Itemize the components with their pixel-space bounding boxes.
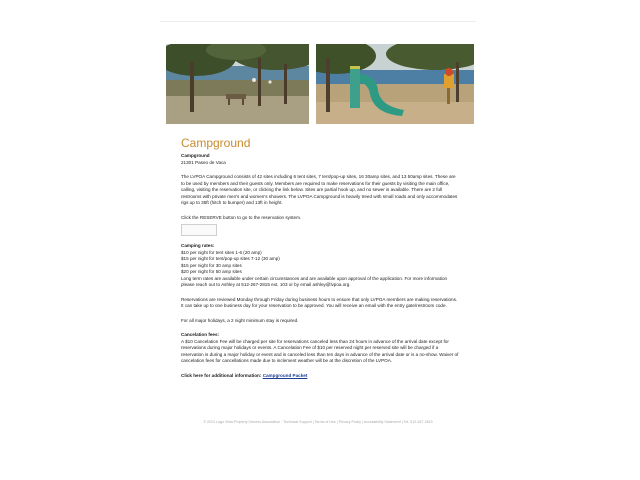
campground-description: The LVPOA Campground consists of 42 sites including 6 tent sites, 7 tent/pop-up sites, 16 30amp sites, and 13 50amp sites. These are to be used by members and their guests only. Members are required to make reservations for their guests by visiting the main office, calling, visiting the reservation site, or clicking the link below. Sites are partial hook up, and no sewer is available. There are 2 full restrooms with private men's and women's showers. The LVPOA Campground is heavily treed with small roads and only accommodates rigs up to 35ft (hitch to bumper) and 13ft in height. xyxy=(181,174,458,205)
rates-heading: Camping rates: xyxy=(181,243,215,248)
long-term-note: Long term rates are available under certain circumstances and are available upon approval of the application. For more information please reach out to Ashley at 512-267-2815 ext. 103 or by email ashley@lvpoa.org. xyxy=(181,275,448,287)
photo-gallery xyxy=(166,44,474,124)
cancellation-heading: Cancelation fees: xyxy=(181,332,220,337)
playground-photo xyxy=(316,44,474,124)
rate-item: $15 per night for 30 amp sites xyxy=(181,262,242,268)
holiday-note: For all major holidays, a 2 night minimum stay is required. xyxy=(181,317,299,323)
campground-trees-lake-photo xyxy=(166,44,309,124)
section-title: Campground xyxy=(181,153,210,158)
rate-item: $10 per night for tent sites 1-6 (20 amp) xyxy=(181,249,262,255)
rate-item: $15 per night for tent/pop-up sites 7-12 (30 amp) xyxy=(181,256,280,261)
cancellation-text: A $10 Cancelation Fee will be charged per site for reservations canceled less than 24 hours in advance of the arrival date except for reservations during major holidays or events. A Cancelation Fee of $10 per reserved night per reserved site will be charged if a reservation is during a major holiday or event and is canceled less than ten days in advance of the arrival date or is a no-show. Waiver of cancelation fees for cancellations made due to inclement weather will be at the discretion of the LVPOA. xyxy=(181,338,459,363)
reserve-button[interactable] xyxy=(181,224,217,236)
reservation-note: Reservations are reviewed Monday through Friday during business hours to ensure that only LVPOA members are making reservations. It can take up to one business day for your reservation to be approved. You will receive an email with the entry gate/restroom code. xyxy=(181,296,458,308)
reserve-instruction: Click the RESERVE button to go to the reservation system. xyxy=(181,214,302,220)
campground-packet-link[interactable]: Campground Packet xyxy=(262,372,308,378)
campground-photo xyxy=(166,44,309,124)
page-title: Campground xyxy=(181,136,251,150)
address: 21301 Paseo de Vaca xyxy=(181,159,226,165)
playground-slide-photo xyxy=(316,44,474,124)
additional-info-label: Click here for additional information: xyxy=(181,372,262,378)
header-divider xyxy=(160,21,476,22)
main-content xyxy=(181,136,459,379)
footer: © 2024 Lago Vista Property Owners Association · Technical Support | Terms of Use | Privacy Policy | Accessibility Statement | Tel: 512-267-2815 xyxy=(203,420,433,424)
rate-item: $20 per night for 50 amp sites xyxy=(181,269,242,274)
